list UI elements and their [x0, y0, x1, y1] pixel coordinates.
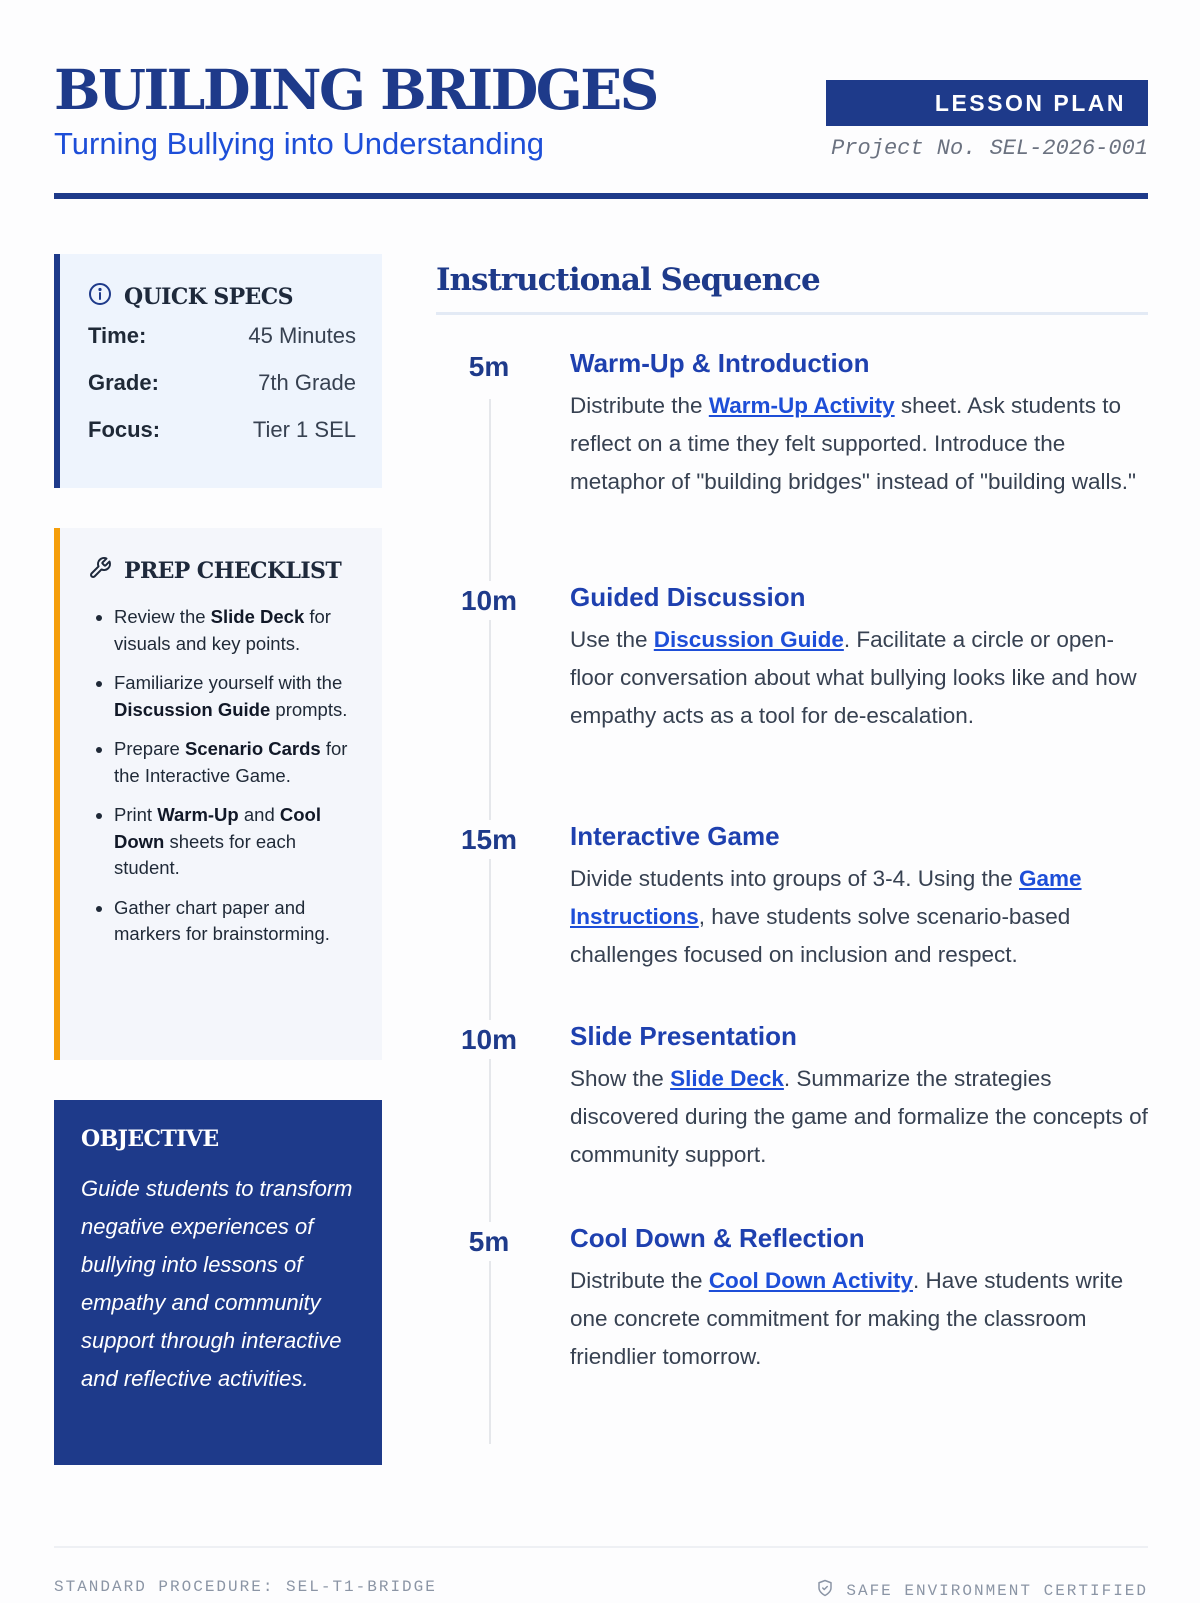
step-slide-presentation	[436, 1018, 1148, 1220]
step-title: Cool Down & Reflection	[570, 1223, 865, 1253]
step-duration: 5m	[436, 345, 542, 579]
page-title: BUILDING BRIDGES	[54, 57, 657, 122]
footer-procedure-code: STANDARD PROCEDURE: SEL-T1-BRIDGE	[54, 1578, 437, 1596]
step-interactive-game	[436, 818, 1148, 1018]
prep-checklist-title	[88, 556, 356, 586]
footer-divider	[54, 1546, 1148, 1548]
step-description: Distribute the Warm-Up Activity sheet. Ask students to reflect on a time they felt supported. Introduce the metaphor of "building bridges" instead of "building walls."	[570, 393, 1137, 494]
checklist-item: • Review the Slide Deck for visuals and key points.	[114, 604, 356, 657]
spec-value: 45 Minutes	[248, 322, 356, 348]
step-description: Divide students into groups of 3-4. Using the Game Instructions, have students solve scenario-based challenges focused on inclusion and respect.	[570, 866, 1082, 967]
checklist-item: • Print Warm-Up and Cool Down sheets for each student.	[114, 802, 356, 882]
quick-specs-title	[88, 282, 356, 312]
header	[54, 58, 1148, 200]
spec-row-focus	[88, 406, 356, 453]
spec-row-time	[88, 312, 356, 359]
slide-deck-link[interactable]: Slide Deck	[670, 1066, 784, 1091]
game-instructions-link[interactable]: Game Instructions	[570, 866, 1082, 929]
sequence-divider	[436, 312, 1148, 315]
page-subtitle: Turning Bullying into Understanding	[54, 126, 544, 161]
sequence-steps	[436, 345, 1148, 1420]
project-number: Project No. SEL-2026-001	[831, 136, 1148, 161]
step-title: Interactive Game	[570, 821, 780, 851]
prep-checklist-list	[88, 604, 356, 948]
prep-checklist-label: PREP CHECKLIST	[124, 558, 342, 584]
step-duration: 10m	[436, 579, 542, 818]
step-body	[542, 1220, 1148, 1420]
warm-up-activity-link[interactable]: Warm-Up Activity	[708, 393, 895, 418]
step-duration: 15m	[436, 818, 542, 1018]
checklist-item: • Familiarize yourself with the Discussion Guide prompts.	[114, 670, 356, 723]
quick-specs-card	[54, 254, 382, 488]
footer-certification-label: SAFE ENVIRONMENT CERTIFIED	[846, 1581, 1148, 1600]
step-description: Distribute the Cool Down Activity. Have students write one concrete commitment for making the classroom friendlier tomorrow.	[570, 1268, 1124, 1369]
step-body	[542, 579, 1148, 818]
step-title: Slide Presentation	[570, 1021, 797, 1051]
cool-down-activity-link[interactable]: Cool Down Activity	[708, 1268, 913, 1293]
step-body	[542, 1018, 1148, 1220]
objective-text: Guide students to transform negative experiences of bullying into lessons of empathy and community support through interactive and reflective activities.	[81, 1176, 353, 1391]
footer-certification	[816, 1578, 1148, 1603]
quick-specs-label: QUICK SPECS	[124, 284, 293, 310]
spec-row-grade	[88, 359, 356, 406]
spec-label: Focus:	[88, 416, 161, 442]
step-duration: 5m	[436, 1220, 542, 1420]
step-title: Guided Discussion	[570, 582, 806, 612]
spec-label: Time:	[88, 322, 147, 348]
step-description: Show the Slide Deck. Summarize the strategies discovered during the game and formalize the concepts of community support.	[570, 1066, 1148, 1167]
spec-value: 7th Grade	[258, 369, 356, 395]
checklist-item: • Gather chart paper and markers for brainstorming.	[114, 895, 356, 948]
spec-value: Tier 1 SEL	[252, 416, 356, 442]
objective-card	[54, 1100, 382, 1465]
checklist-item: • Prepare Scenario Cards for the Interactive Game.	[114, 736, 356, 789]
sequence-title: Instructional Sequence	[436, 262, 820, 298]
step-guided-discussion	[436, 579, 1148, 818]
info-icon	[88, 282, 112, 312]
discussion-guide-link[interactable]: Discussion Guide	[653, 627, 844, 652]
step-body	[542, 818, 1148, 1018]
step-description: Use the Discussion Guide. Facilitate a circle or open-floor conversation about what bullying looks like and how empathy acts as a tool for de-escalation.	[570, 627, 1137, 728]
sidebar	[54, 254, 382, 1465]
spec-label: Grade:	[88, 369, 159, 395]
step-title: Warm-Up & Introduction	[570, 348, 870, 378]
step-body	[542, 345, 1148, 579]
step-warm-up	[436, 345, 1148, 579]
objective-title: OBJECTIVE	[81, 1126, 219, 1152]
shield-check-icon	[816, 1578, 834, 1603]
lesson-plan-badge: LESSON PLAN	[826, 80, 1148, 126]
instructional-sequence	[436, 254, 1148, 1420]
header-divider	[54, 193, 1148, 199]
lesson-plan-page	[54, 0, 1148, 1600]
wrench-icon	[88, 556, 112, 586]
prep-checklist-card	[54, 528, 382, 1060]
step-cool-down	[436, 1220, 1148, 1420]
step-duration: 10m	[436, 1018, 542, 1220]
